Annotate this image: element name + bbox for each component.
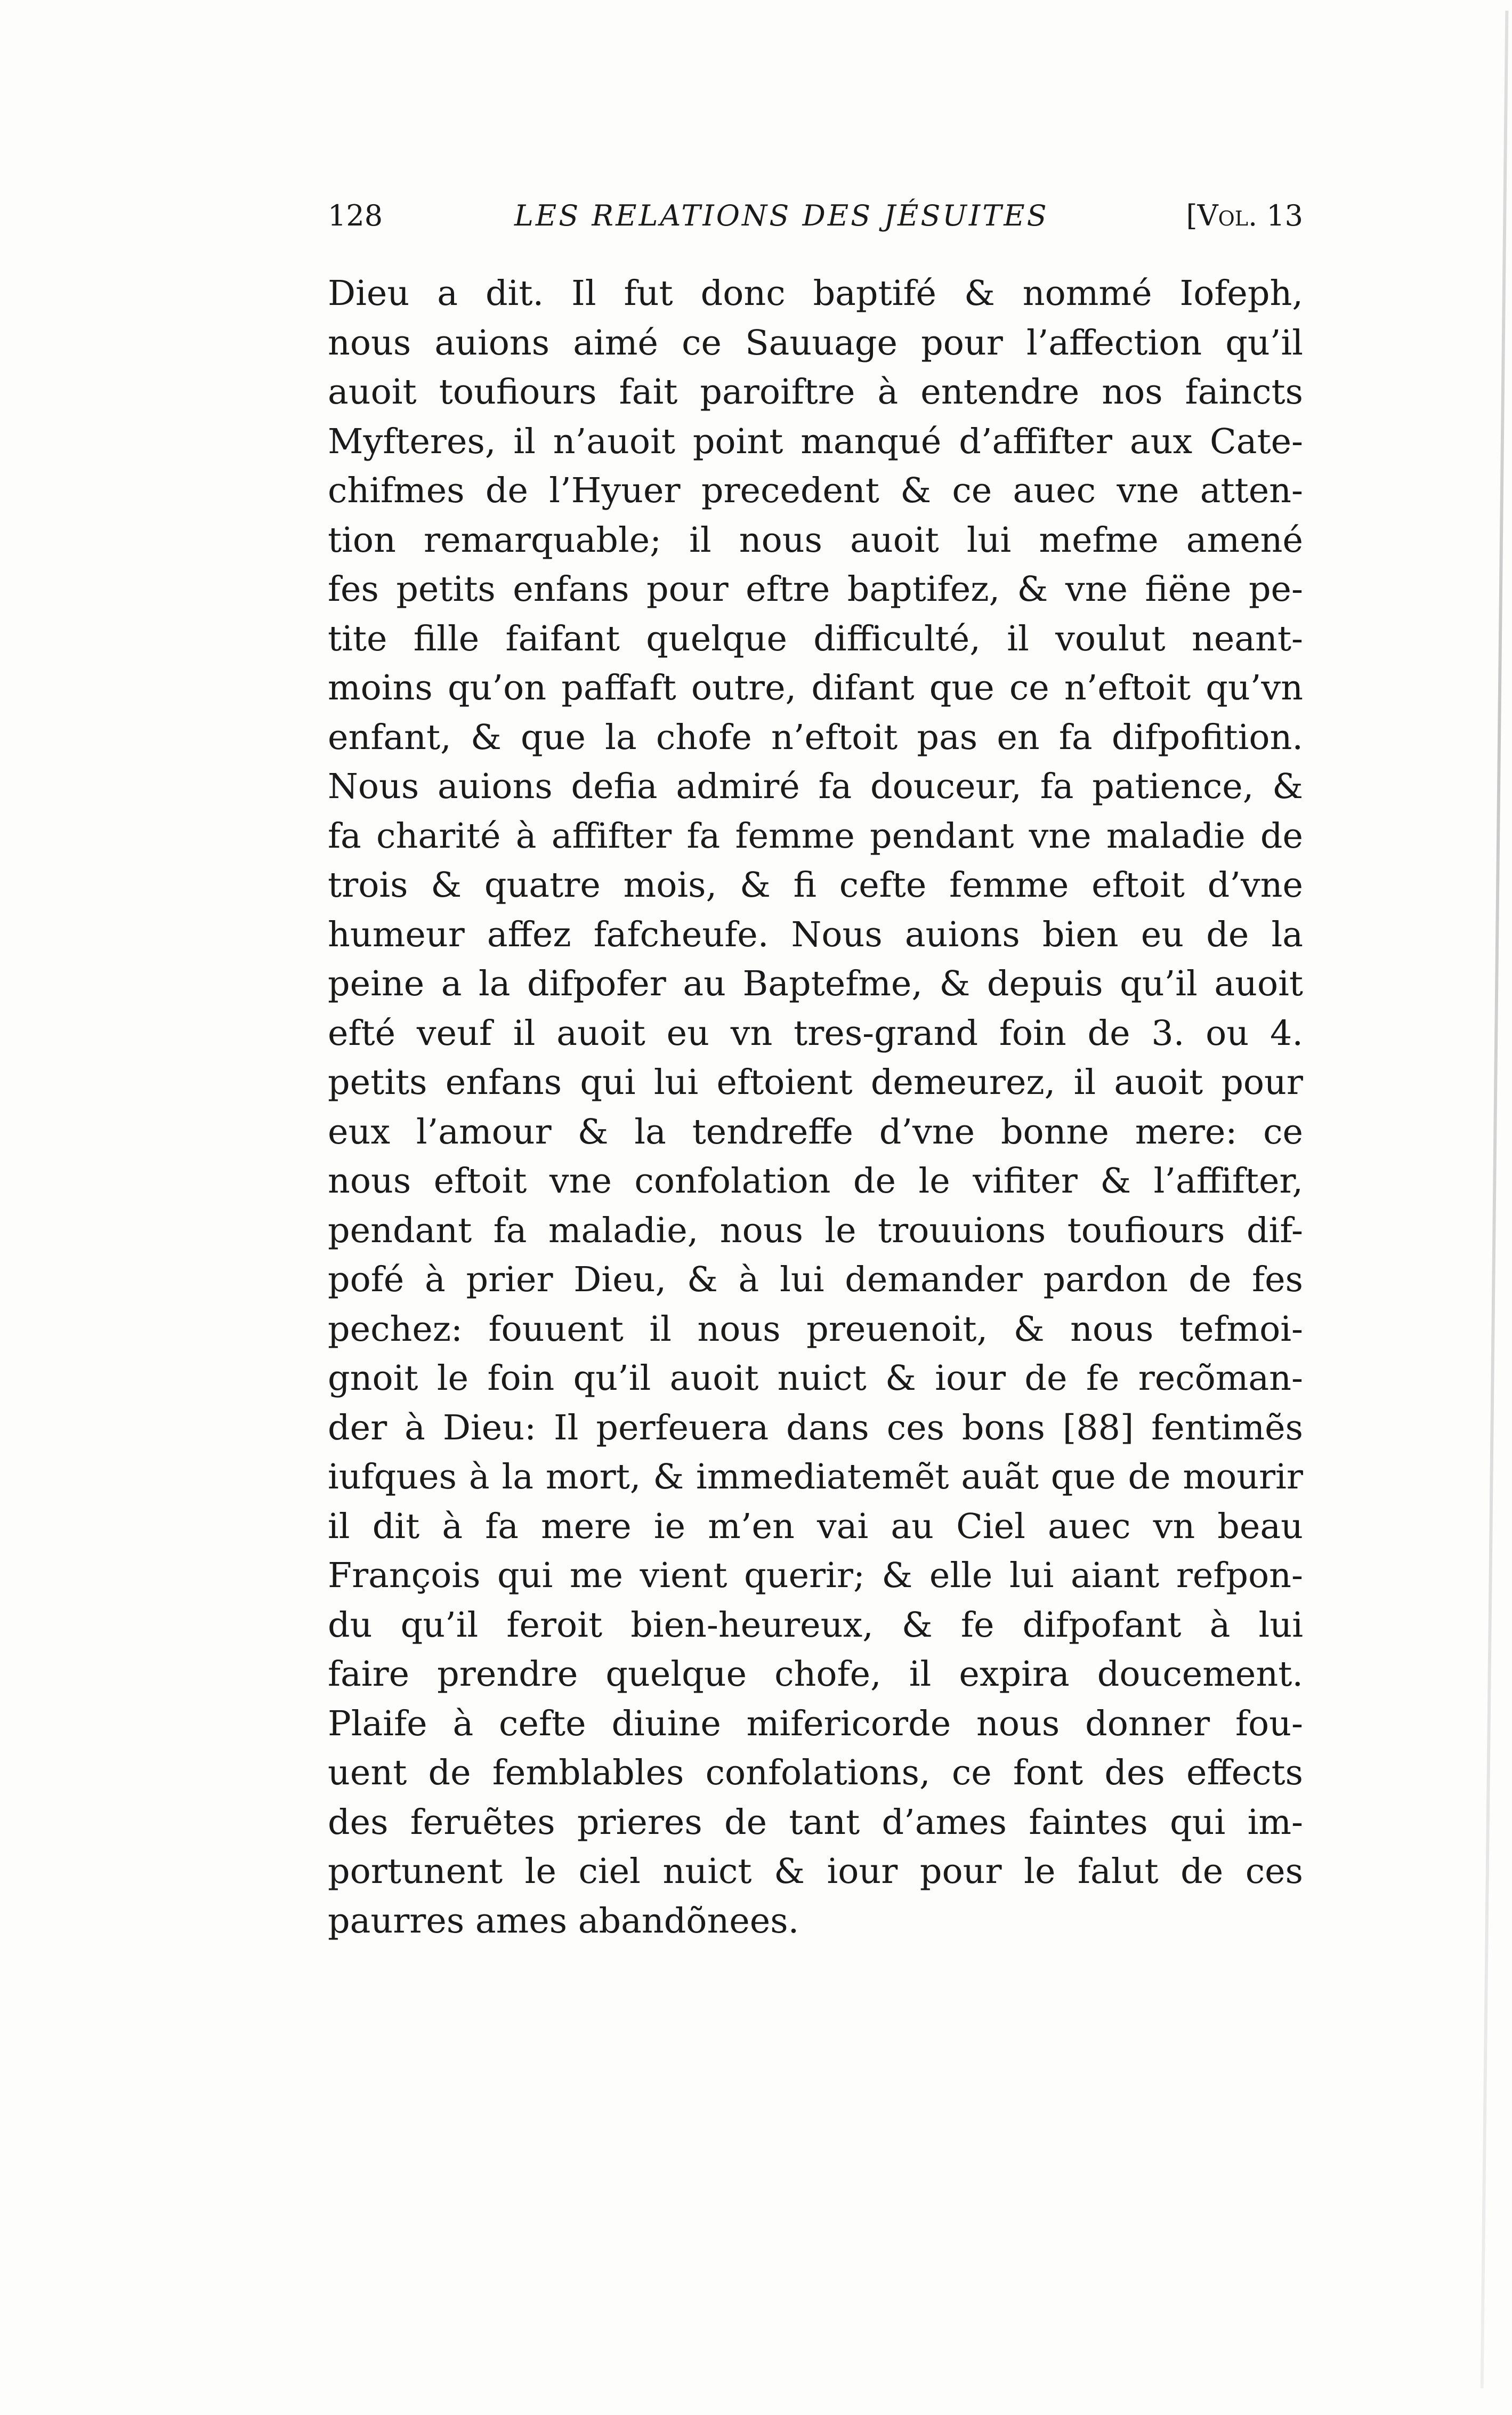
text-line: gnoit le foin qu’il auoit nuict & iour de fe recõman- [328, 1358, 1303, 1398]
text-line: portunent le ciel nuict & iour pour le falut de ces [328, 1851, 1303, 1891]
text-line: enfant, & que la chofe n’eftoit pas en fa difpofition. [328, 717, 1303, 758]
text-line: eux l’amour & la tendreffe d’vne bonne mere: ce [328, 1112, 1303, 1152]
text-line: uent de femblables confolations, ce font des effects [328, 1753, 1303, 1793]
text-line: tite fille faifant quelque difficulté, il voulut neant- [328, 618, 1303, 659]
page-number: 128 [328, 199, 383, 232]
text-line: nous eftoit vne confolation de le vifiter & l’affifter, [328, 1161, 1303, 1201]
text-line: faire prendre quelque chofe, il expira doucement. [328, 1654, 1303, 1694]
text-line: fa charité à affifter fa femme pendant vne maladie de [328, 816, 1303, 856]
text-line: pendant fa maladie, nous le trouuions toufiours dif- [328, 1210, 1303, 1251]
text-line: peine a la difpofer au Baptefme, & depuis qu’il auoit [328, 964, 1303, 1004]
text-line: Nous auions defia admiré fa douceur, fa patience, & [328, 767, 1303, 807]
text-line: des feruẽtes prieres de tant d’ames faintes qui im- [328, 1802, 1303, 1842]
text-line: moins qu’on paffaft outre, difant que ce n’eftoit qu’vn [328, 668, 1303, 708]
volume-label: [Vol. 13 [1186, 199, 1303, 232]
text-line: der à Dieu: Il perfeuera dans ces bons [88] fentimẽs [328, 1407, 1303, 1448]
text-line: François qui me vient querir; & elle lui aiant refpon- [328, 1556, 1303, 1596]
text-line: fes petits enfans pour eftre baptifez, & vne fiëne pe- [328, 569, 1303, 609]
text-line: il dit à fa mere ie m’en vai au Ciel auec vn beau [328, 1506, 1303, 1547]
body-text [328, 269, 1303, 1946]
text-line: paurres ames abandõnees. [328, 1901, 799, 1941]
running-title: LES RELATIONS DES JÉSUITES [514, 199, 1049, 232]
text-line: nous auions aimé ce Sauuage pour l’affection qu’il [328, 323, 1303, 363]
text-line: auoit toufiours fait paroiftre à entendre nos faincts [328, 372, 1303, 412]
text-line: efté veuf il auoit eu vn tres-grand foin de 3. ou 4. [328, 1013, 1303, 1053]
text-line: Plaife à cefte diuine mifericorde nous donner fou- [328, 1703, 1303, 1744]
text-line: Myfteres, il n’auoit point manqué d’affifter aux Cate- [328, 421, 1303, 462]
scanned-page-edge [1481, 11, 1509, 2388]
text-line: Dieu a dit. Il fut donc baptifé & nommé Iofeph, [328, 273, 1303, 313]
text-line: iufques à la mort, & immediatemẽt auãt que de mourir [328, 1457, 1303, 1497]
text-line: pechez: fouuent il nous preuenoit, & nous tefmoi- [328, 1309, 1303, 1349]
text-line: trois & quatre mois, & fi cefte femme eftoit d’vne [328, 865, 1303, 905]
text-line: du qu’il feroit bien-heureux, & fe difpofant à lui [328, 1605, 1303, 1645]
text-line: petits enfans qui lui eftoient demeurez, il auoit pour [328, 1062, 1303, 1102]
text-line: tion remarquable; il nous auoit lui mefme amené [328, 520, 1303, 560]
running-head [328, 192, 1303, 240]
text-line: humeur affez fafcheufe. Nous auions bien eu de la [328, 914, 1303, 955]
text-line: pofé à prier Dieu, & à lui demander pardon de fes [328, 1260, 1303, 1300]
text-line: chifmes de l’Hyuer precedent & ce auec vne atten- [328, 471, 1303, 511]
